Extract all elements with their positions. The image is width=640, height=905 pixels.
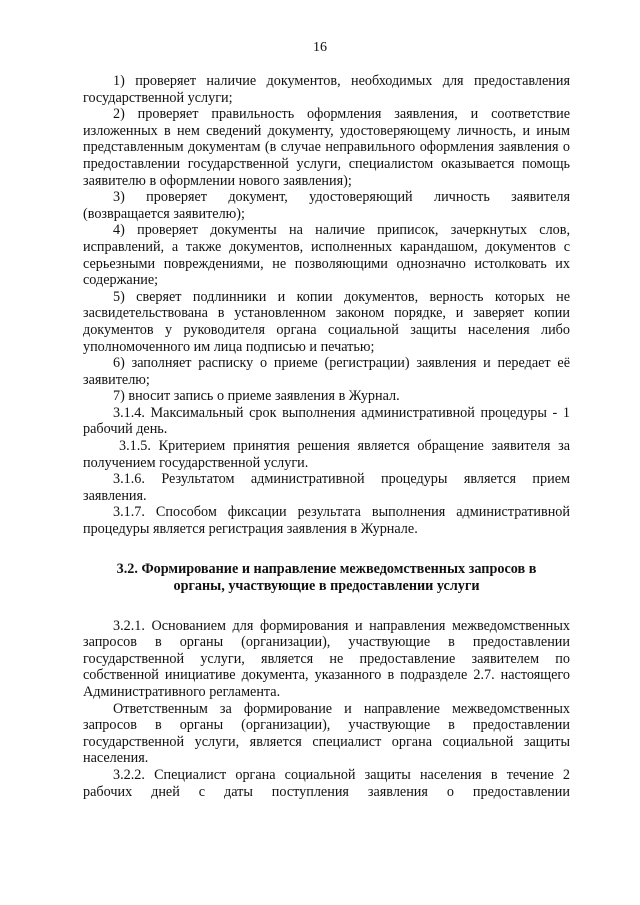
- list-item-6: 6) заполняет расписку о приеме (регистрации) заявления и передает её заявителю;: [83, 355, 570, 388]
- list-item-1: 1) проверяет наличие документов, необходимых для предоставления государственной услуги;: [83, 73, 570, 106]
- document-body: [83, 73, 570, 800]
- paragraph-responsible: Ответственным за формирование и направление межведомственных запросов в органы (организации), участвующие в предоставлении государственной услуги, является специалист органа социальной защиты населения.: [83, 700, 570, 767]
- page-number: 16: [313, 40, 327, 55]
- spacer: [83, 595, 570, 618]
- section-heading: 3.2. Формирование и направление межведомственных запросов в органы, участвующие в предоставлении услуги: [116, 560, 537, 594]
- paragraph-3-2-2: 3.2.2. Специалист органа социальной защиты населения в течение 2 рабочих дней с даты поступления заявления о предоставлении: [83, 766, 570, 800]
- list-item-4: 4) проверяет документы на наличие приписок, зачеркнутых слов, исправлений, а также документов, исполненных карандашом, документов с серьезными повреждениями, не позволяющими однозначно истолковать их содержание;: [83, 222, 570, 289]
- clause-3-1-7: 3.1.7. Способом фиксации результата выполнения административной процедуры является регистрация заявления в Журнале.: [83, 504, 570, 538]
- list-item-7: 7) вносит запись о приеме заявления в Журнал.: [113, 388, 400, 405]
- list-item-2: 2) проверяет правильность оформления заявления, и соответствие изложенных в нем сведений документу, удостоверяющему личность, и иным представленным документам (в случае неправильного оформления заявления о предоставлении государственной услуги, специалистом оказывается помощь заявителю в оформлении нового заявления);: [83, 106, 570, 189]
- clause-3-1-4: 3.1.4. Максимальный срок выполнения административной процедуры - 1 рабочий день.: [83, 404, 570, 438]
- list-item-3: 3) проверяет документ, удостоверяющий личность заявителя (возвращается заявителю);: [83, 189, 570, 222]
- list-item-5: 5) сверяет подлинники и копии документов, верность которых не засвидетельствована в установленном законом порядке, и заверяет копии документов у руководителя органа социальной защиты населения либо уполномоченного им лица подписью и печатью;: [83, 288, 570, 355]
- clause-3-1-5: 3.1.5. Критерием принятия решения является обращение заявителя за получением государственной услуги.: [83, 438, 570, 471]
- spacer: [83, 538, 570, 561]
- clause-3-1-6: 3.1.6. Результатом административной процедуры является прием заявления.: [83, 471, 570, 504]
- paragraph-3-2-1: 3.2.1. Основанием для формирования и направления межведомственных запросов в органы (организации), участвующие в предоставлении государственной услуги, является не предоставление заявителем по собственной инициативе документа, указанного в подразделе 2.7. настоящего Административного регламента.: [83, 617, 570, 700]
